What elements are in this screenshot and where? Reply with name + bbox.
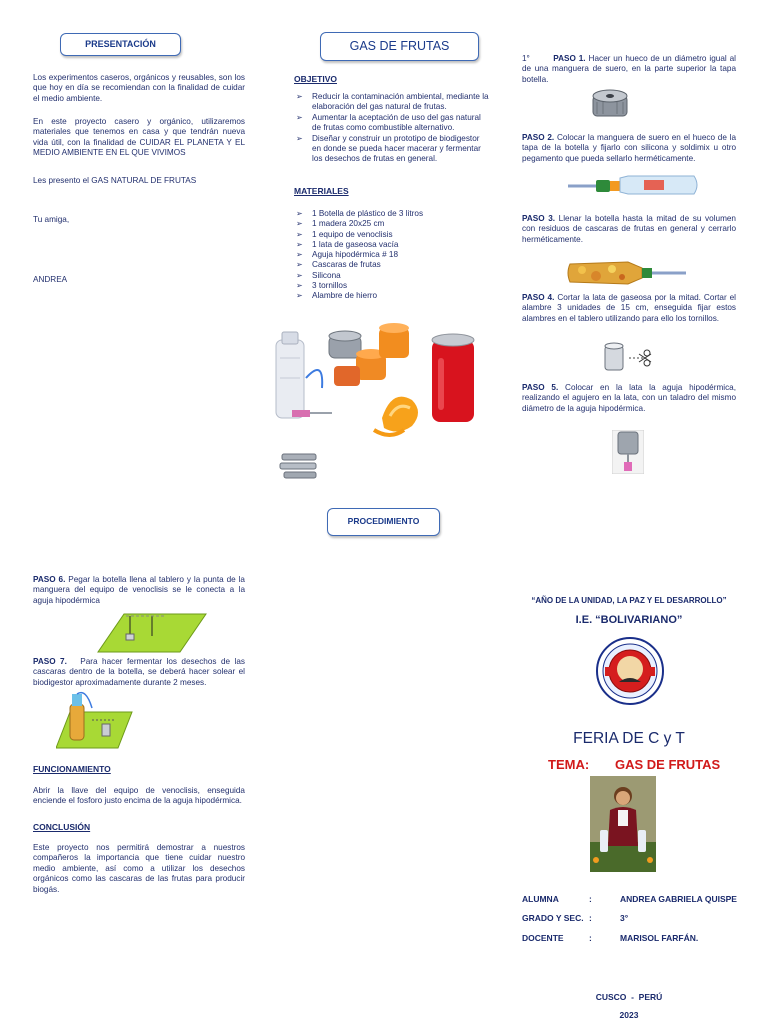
board-setup-image	[96, 612, 208, 654]
tema-label: TEMA:	[548, 757, 590, 772]
info-value: ANDREA GABRIELA QUISPE	[620, 894, 737, 904]
funcionamiento-text: Abrir la llave del equipo de venoclisis, enseguida enciende el fosforo justo encima de la aguja hipodérmica.	[33, 786, 245, 806]
info-value: MARISOL FARFÁN.	[620, 933, 699, 943]
step-4-label: PASO 4.	[522, 293, 555, 302]
step-6-label: PASO 6.	[33, 575, 66, 584]
screws-image	[278, 452, 322, 480]
conclusion-heading: CONCLUSIÓN	[33, 822, 91, 832]
procedimiento-label-box	[327, 508, 440, 536]
material-item: ➢ 1 madera 20x25 cm	[296, 219, 490, 229]
step-1	[522, 54, 736, 85]
info-sep: :	[589, 933, 592, 943]
material-item: ➢ Alambre de hierro	[296, 291, 490, 301]
material-item: ➢ 3 tornillos	[296, 281, 490, 291]
step-3-label: PASO 3.	[522, 214, 556, 223]
step-3	[522, 214, 736, 245]
step-6	[33, 575, 245, 606]
step-1-num: 1°	[522, 54, 530, 63]
step-7-text: Para hacer fermentar los desechos de las cascaras dentro de la botella, se deberá hacer solear el biodigestor aproximadamente durante 2 meses.	[33, 657, 245, 687]
info-sep: :	[589, 913, 592, 923]
title: GAS DE FRUTAS	[349, 39, 450, 53]
materiales-heading: MATERIALES	[294, 186, 349, 196]
year: 2023	[619, 1010, 639, 1020]
step-6-text: Pegar la botella llena al tablero y la punta de la manguera del equipo de venoclisis se le conecta a la aguja hipodérmica	[33, 575, 245, 605]
materiales-list	[296, 209, 490, 302]
material-item: ➢ Aguja hipodérmica # 18	[296, 250, 490, 260]
tema-value: GAS DE FRUTAS	[615, 757, 721, 772]
material-item: ➢ Cascaras de frutas	[296, 260, 490, 270]
step-7	[33, 657, 245, 688]
info-label: GRADO Y SEC.	[522, 913, 584, 923]
school-name: I.E. “BOLIVARIANO”	[575, 614, 683, 626]
bottle-cap-image	[591, 88, 629, 120]
can-cut-image	[603, 342, 655, 374]
student-photo	[590, 776, 656, 872]
objetivo-item: ➢ Reducir la contaminación ambiental, mediante la elaboración del gas natural de frutas.	[296, 92, 490, 112]
info-label: DOCENTE	[522, 933, 564, 943]
presentacion-para-2: En este proyecto casero y orgánico, utilizaremos materiales que tenemos en casa y que tendrán nueva vida útil, con la finalidad de CUIDAR EL PLANETA Y EL MEDIO AMBIENTE EN EL QUE VIVIMOS	[33, 117, 245, 158]
info-label: ALUMNA	[522, 894, 559, 904]
step-4-text: Cortar la lata de gaseosa por la mitad. Cortar el alambre 3 unidades de 15 cm, enseguida fijar estos alambres en el tablero utilizando para ello los tornillos.	[522, 293, 736, 323]
step-5	[522, 383, 736, 414]
presentacion-para-1: Los experimentos caseros, orgánicos y reusables, son los que hoy en día se recomiendan con la finalidad de cuidar el medio ambiente.	[33, 73, 245, 103]
objetivo-heading: OBJETIVO	[294, 74, 337, 84]
needle-can-image	[612, 430, 644, 474]
material-item: ➢ 1 Botella de plástico de 3 litros	[296, 209, 490, 219]
year-motto: “AÑO DE LA UNIDAD, LA PAZ Y EL DESARROLLO”	[531, 596, 727, 605]
title-box	[320, 32, 479, 61]
objetivos-list	[296, 92, 490, 164]
step-5-text: Colocar en la lata la aguja hipodérmica, realizando el agujero en la lata, con un taladro del mismo diámetro de la aguja hipodérmica.	[522, 383, 737, 413]
material-item: ➢ Silicona	[296, 271, 490, 281]
conclusion-text: Este proyecto nos permitirá demostrar a nuestros compañeros la importancia que tiene cuidar nuestro medio ambiente, así como a utilizar los desechos orgánicos como las cascaras de las frutas para producir biogás.	[33, 843, 245, 894]
step-2	[522, 133, 736, 164]
presentacion-para-3: Les presento el GAS NATURAL DE FRUTAS	[33, 176, 197, 185]
step-1-label: PASO 1.	[553, 54, 586, 63]
step-4	[522, 293, 736, 324]
school-seal-logo	[595, 636, 665, 706]
material-item: ➢ 1 equipo de venoclisis	[296, 230, 490, 240]
author-name: ANDREA	[33, 275, 68, 284]
step-7-label: PASO 7.	[33, 657, 67, 666]
step-5-label: PASO 5.	[522, 383, 559, 392]
presentacion-label: PRESENTACIÓN	[85, 39, 156, 49]
biodigestor-image	[56, 690, 134, 750]
info-value: 3°	[620, 913, 629, 923]
procedimiento-label: PROCEDIMIENTO	[347, 516, 420, 526]
info-sep: :	[589, 894, 592, 904]
step-1-text: Hacer un hueco de un diámetro igual al de una manguera de suero, en la parte superior la tapa botella.	[522, 54, 737, 84]
step-3-text: Llenar la botella hasta la mitad de su volumen con residuos de cascaras de frutas en general y cerrarlo herméticamente.	[522, 214, 736, 244]
step-2-text: Colocar la manguera de suero en el hueco de la tapa de la botella y fijarlo con silicona y soldimix u otro pegamento que pueda sellarlo herméticamente.	[522, 133, 737, 163]
step-2-label: PASO 2.	[522, 133, 555, 142]
objetivo-item: ➢ Diseñar y construir un prototipo de biodigestor en donde se pueda hacer macerar y fermentar los desechos de frutas en general.	[296, 134, 490, 164]
material-item: ➢ 1 lata de gaseosa vacía	[296, 240, 490, 250]
funcionamiento-heading: FUNCIONAMIENTO	[33, 764, 111, 774]
presentacion-label-box	[60, 33, 181, 56]
place: CUSCO - PERÚ	[595, 992, 663, 1002]
fair-title: FERIA DE C y T	[573, 730, 685, 747]
filled-bottle-image	[566, 258, 690, 288]
materials-collage-image	[272, 318, 502, 443]
signoff: Tu amiga,	[33, 215, 70, 224]
objetivo-item: ➢ Aumentar la aceptación de uso del gas natural de frutas como combustible alternativo.	[296, 113, 490, 133]
bottle-hose-image	[566, 172, 702, 198]
